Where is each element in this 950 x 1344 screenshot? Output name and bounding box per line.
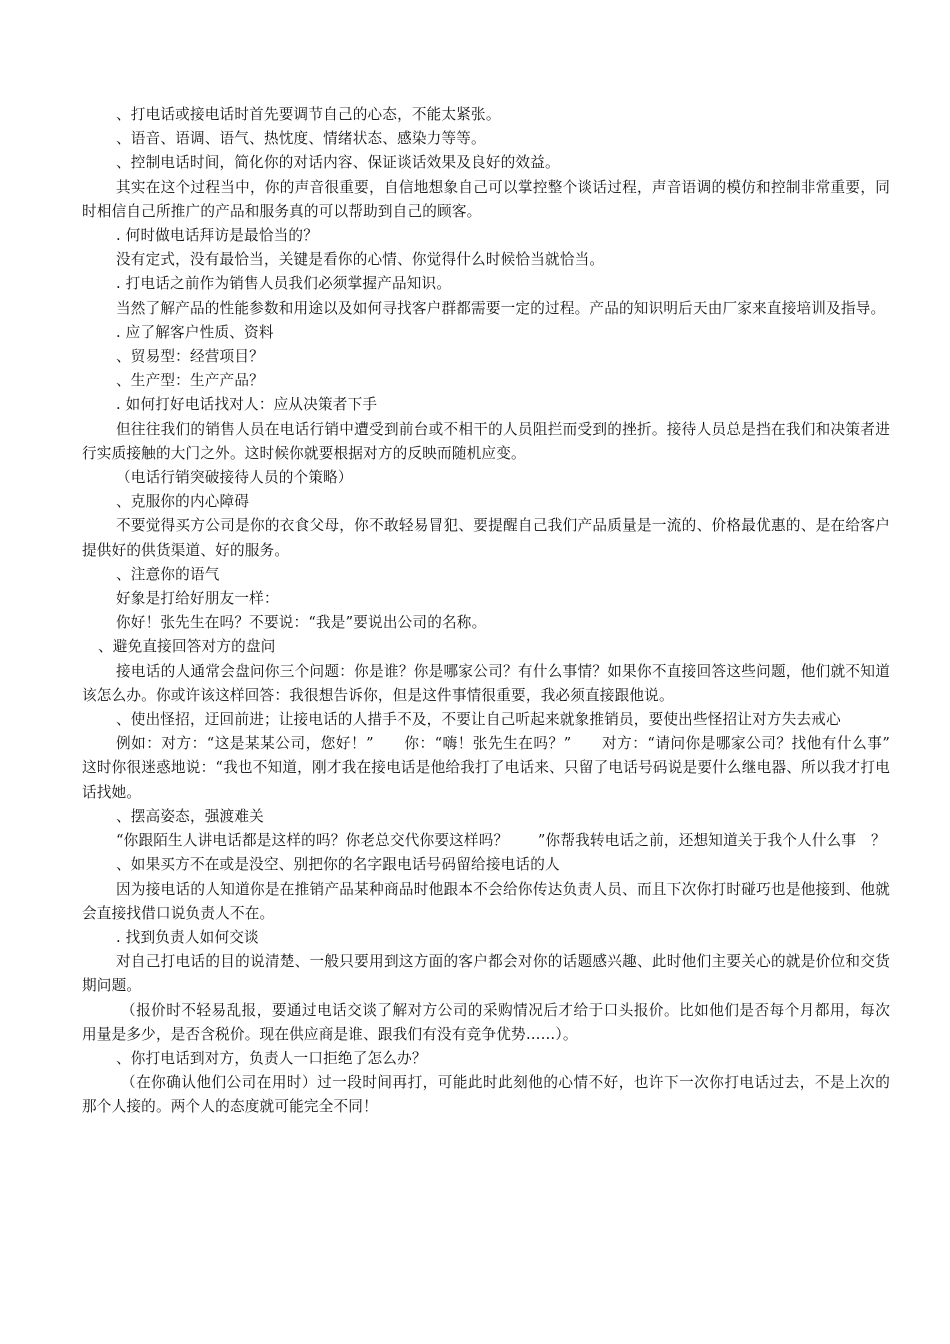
paragraph: 例如：对方：“这是某某公司，您好！” 你：“嗨！张先生在吗？” 对方：“请问你是哪家公司？找他有什么事” 这时你很迷惑地说：“我也不知道，刚才我在接电话是他给我打了电话来、只留了电话号码说是要什么继电器、所以我才打电话找她。 [82, 735, 920, 801]
paragraph: 对自己打电话的目的说清楚、一般只要用到这方面的客户都会对你的话题感兴趣、此时他们主要关心的就是价位和交货期问题。 [82, 953, 890, 995]
paragraph: 你好！张先生在吗？不要说：“我是”要说出公司的名称。 [116, 614, 487, 632]
paragraph: （电话行销突破接待人员的个策略） [116, 469, 353, 487]
paragraph: 好象是打给好朋友一样： [116, 590, 279, 608]
paragraph: 没有定式，没有最恰当，关键是看你的心情、你觉得什么时候恰当就恰当。 [116, 251, 605, 269]
list-item: 、摆高姿态，强渡难关 [116, 807, 264, 825]
paragraph: 、打电话或接电话时首先要调节自己的心态，不能太紧张。 [116, 106, 501, 123]
list-item: 、如果买方不在或是没空、别把你的名字跟电话号码留给接电话的人 [116, 856, 560, 874]
paragraph: 其实在这个过程当中，你的声音很重要，自信地想象自己可以掌控整个谈话过程，声音语调的模仿和控制非常重要，同时相信自己所推广的产品和服务真的可以帮助到自己的顾客。 [82, 178, 890, 220]
section-heading: . 打电话之前作为销售人员我们必须掌握产品知识。 [116, 275, 452, 293]
paragraph: （在你确认他们公司在用时）过一段时间再打，可能此时此刻他的心情不好，也许下一次你打电话过去，不是上次的那个人接的。两个人的态度就可能完全不同！ [82, 1074, 890, 1116]
paragraph: （报价时不轻易乱报，要通过电话交谈了解对方公司的采购情况后才给于口头报价。比如他们是否每个月都用，每次用量是多少，是否含税价。现在供应商是谁、跟我们有没有竞争优势……）。 [82, 1001, 890, 1043]
list-item: 、避免直接回答对方的盘问 [98, 638, 276, 656]
document-body [82, 103, 920, 1120]
paragraph: 但往往我们的销售人员在电话行销中遭受到前台或不相干的人员阻拦而受到的挫折。接待人员总是挡在我们和决策者进行实质接触的大门之外。这时候你就要根据对方的反映而随机应变。 [82, 420, 890, 462]
paragraph: 当然了解产品的性能参数和用途以及如何寻找客户群都需要一定的过程。产品的知识明后天由厂家来直接培训及指导。 [116, 299, 886, 317]
list-item: 、使出怪招，迂回前进；让接电话的人措手不及，不要让自己听起来就象推销员，要使出些怪招让对方失去戒心 [116, 711, 841, 729]
section-heading: . 找到负责人如何交谈 [116, 928, 259, 946]
paragraph: 不要觉得买方公司是你的衣食父母，你不敢轻易冒犯、要提醒自己我们产品质量是一流的、价格最优惠的、是在给客户提供好的供货渠道、好的服务。 [82, 517, 890, 559]
list-item: 、注意你的语气 [116, 565, 220, 583]
list-item: 、生产型：生产产品？ [116, 372, 264, 390]
paragraph: 因为接电话的人知道你是在推销产品某种商品时他跟本不会给你传达负责人员、而且下次你打时碰巧也是他接到、他就会直接找借口说负责人不在。 [82, 880, 890, 922]
list-item: 、贸易型：经营项目？ [116, 348, 264, 366]
paragraph: 接电话的人通常会盘问你三个问题：你是谁？你是哪家公司？有什么事情？如果你不直接回答这些问题，他们就不知道该怎么办。你或许该这样回答：我很想告诉你，但是这件事情很重要，我必须直接跟他说。 [82, 662, 890, 704]
section-heading: . 应了解客户性质、资料 [116, 323, 274, 341]
paragraph: 、控制电话时间，简化你的对话内容、保证谈话效果及良好的效益。 [116, 154, 560, 172]
list-item: 、你打电话到对方，负责人一口拒绝了怎么办？ [116, 1049, 427, 1067]
section-heading: . 如何打好电话找对人：应从决策者下手 [116, 396, 378, 414]
paragraph: “你跟陌生人讲电话都是这样的吗？你老总交代你要这样吗？ ”你帮我转电话之前，还想知道关于我个人什么事 ？ [116, 832, 886, 850]
list-item: 、克服你的内心障碍 [116, 493, 250, 511]
paragraph: 、语音、语调、语气、热忱度、情绪状态、感染力等等。 [116, 130, 486, 148]
section-heading: . 何时做电话拜访是最恰当的？ [116, 227, 318, 245]
